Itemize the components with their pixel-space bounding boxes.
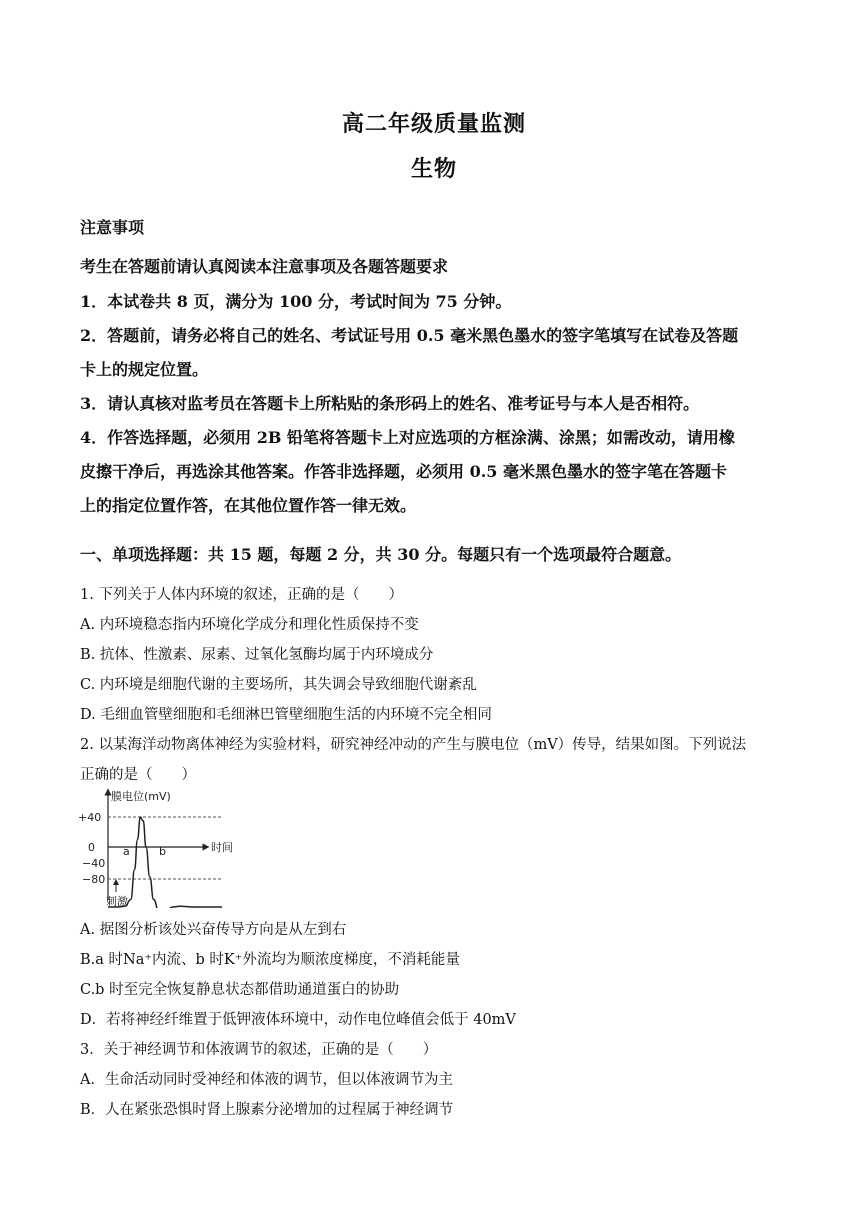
exam-title: 高二年级质量监测 [341, 111, 526, 137]
notice-item: 上的指定位置作答，在其他位置作答一律无效。 [80, 496, 417, 515]
notice-intro: 考生在答题前请认真阅读本注意事项及各题答题要求 [80, 257, 449, 276]
y-tick-label: +40 [78, 811, 102, 824]
question-1-stem: 1. 下列关于人体内环境的叙述，正确的是（ ） [80, 587, 403, 603]
notice-item: 1．本试卷共 8 页，满分为 100 分，考试时间为 75 分钟。 [80, 292, 512, 311]
notice-item: 卡上的规定位置。 [80, 360, 209, 379]
question-1-option-d: D. 毛细血管壁细胞和毛细淋巴管壁细胞生活的内环境不完全相同 [80, 707, 492, 723]
label-a: a [123, 845, 130, 858]
y-tick-label: 0 [88, 841, 95, 854]
question-3-stem: 3．关于神经调节和体液调节的叙述，正确的是（ ） [80, 1042, 438, 1058]
y-tick-label: −40 [82, 857, 106, 870]
question-2-stem: 2. 以某海洋动物离体神经为实验材料，研究神经冲动的产生与膜电位（mV）传导，结果如图。下列说法 [80, 737, 747, 753]
notice-item: 2．答题前，请务必将自己的姓名、考试证号用 0.5 毫米黑色墨水的签字笔填写在试卷及答题 [80, 326, 739, 345]
question-1-option-c: C. 内环境是细胞代谢的主要场所，其失调会导致细胞代谢紊乱 [80, 677, 477, 693]
notice-item: 4．作答选择题，必须用 2B 铅笔将答题卡上对应选项的方框涂满、涂黑；如需改动，请用橡 [80, 428, 735, 447]
question-2-stem-cont: 正确的是（ ） [80, 767, 196, 783]
subject-title: 生物 [410, 156, 457, 182]
y-tick-label: −80 [82, 873, 106, 886]
notice-item: 皮擦干净后，再选涂其他答案。作答非选择题，必须用 0.5 毫米黑色墨水的签字笔在答题卡 [80, 462, 727, 481]
x-axis-label: 时间 [211, 841, 233, 854]
question-1-option-a: A. 内环境稳态指内环境化学成分和理化性质保持不变 [80, 617, 419, 633]
question-1-option-b: B. 抗体、性激素、尿素、过氧化氢酶均属于内环境成分 [80, 647, 434, 663]
membrane-potential-chart [78, 788, 248, 908]
question-2-option-a: A. 据图分析该处兴奋传导方向是从左到右 [80, 922, 347, 938]
question-3-option-a: A．生命活动同时受神经和体液的调节，但以体液调节为主 [80, 1072, 453, 1088]
section-heading: 一、单项选择题：共 15 题，每题 2 分，共 30 分。每题只有一个选项最符合题意。 [80, 545, 682, 564]
notice-heading: 注意事项 [80, 218, 145, 237]
notice-item: 3．请认真核对监考员在答题卡上所粘贴的条形码上的姓名、准考证号与本人是否相符。 [80, 394, 700, 413]
question-2-option-d: D．若将神经纤维置于低钾液体环境中，动作电位峰值会低于 40mV [80, 1012, 516, 1028]
label-b: b [159, 845, 166, 858]
question-2-option-c: C.b 时至完全恢复静息状态都借助通道蛋白的协助 [80, 982, 400, 998]
stimulus-label: 刺激 [106, 895, 128, 908]
y-axis-label: 膜电位(mV) [111, 790, 171, 803]
question-2-option-b: B.a 时Na⁺内流、b 时K⁺外流均为顺浓度梯度，不消耗能量 [80, 952, 460, 968]
question-3-option-b: B．人在紧张恐惧时肾上腺素分泌增加的过程属于神经调节 [80, 1102, 454, 1118]
